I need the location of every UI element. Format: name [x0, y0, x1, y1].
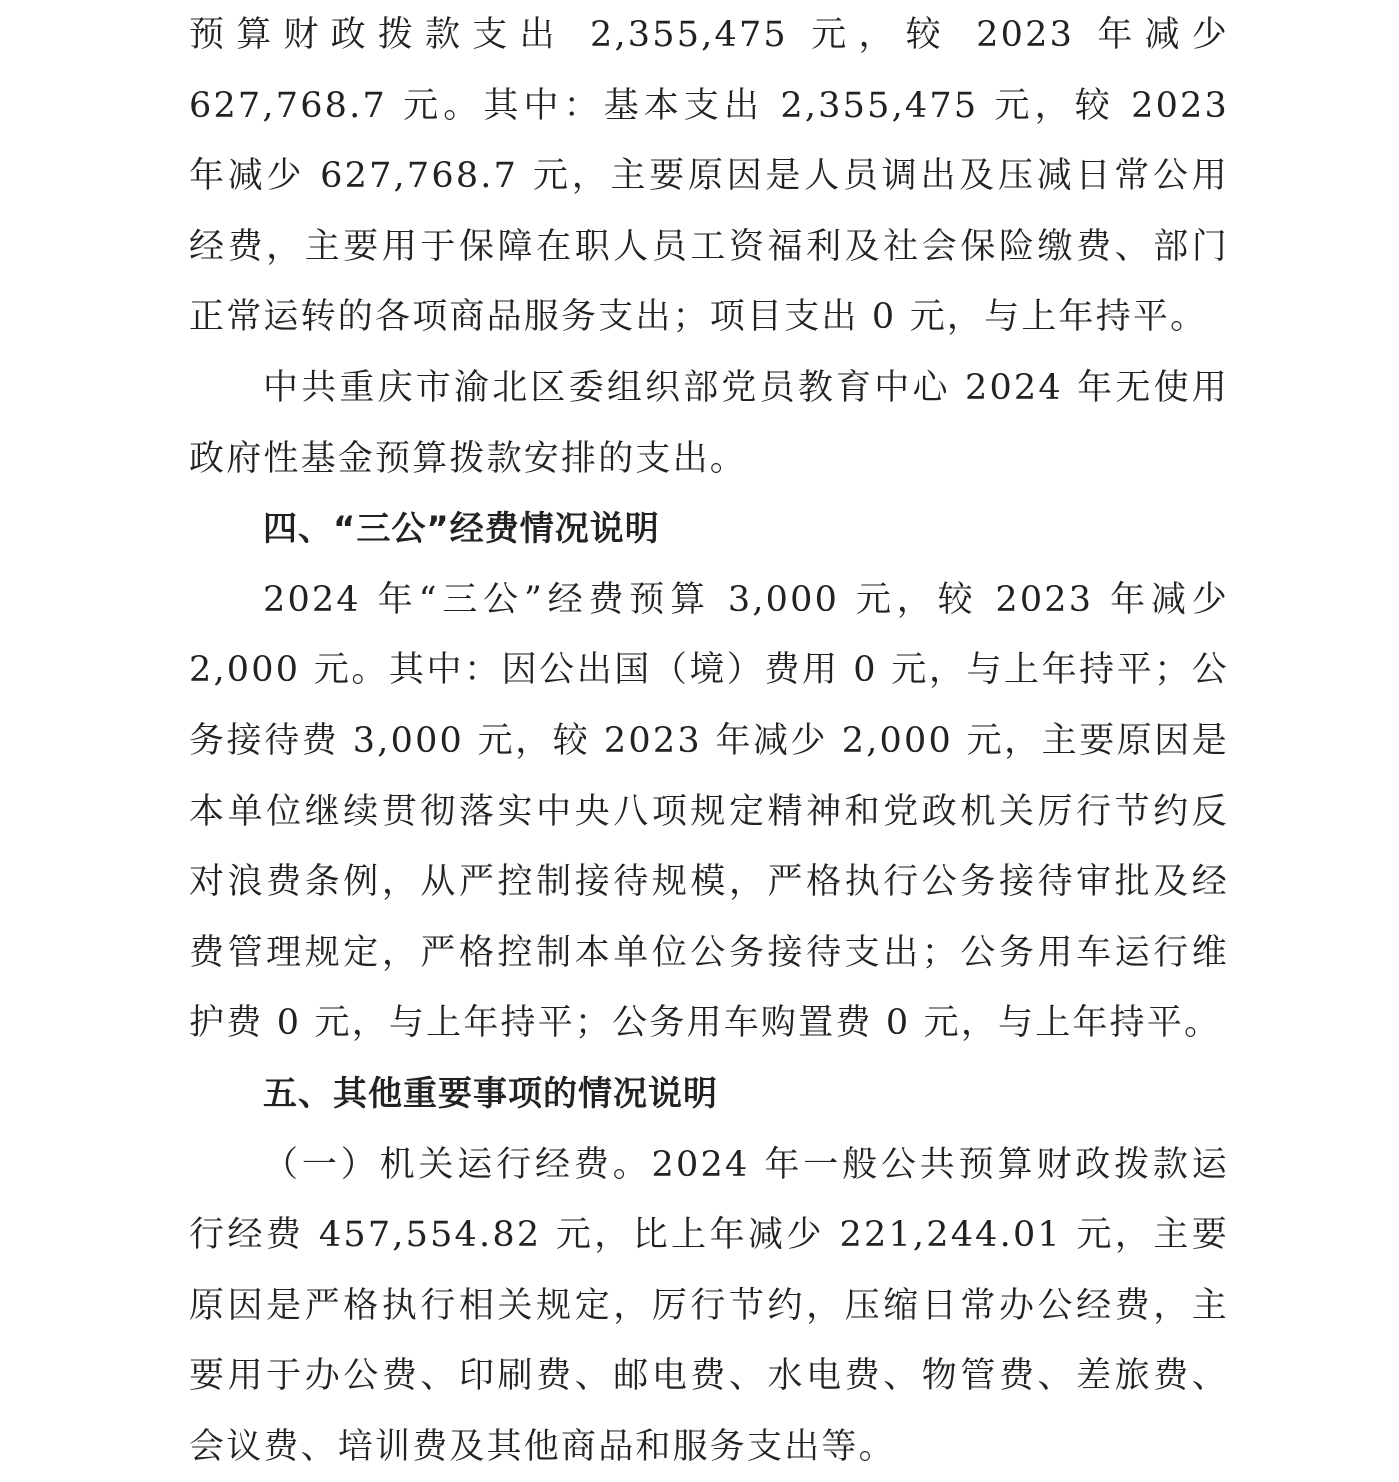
- document-page: [189, 0, 1229, 1482]
- paragraph-government-fund: 中共重庆市渝北区委组织部党员教育中心 2024 年无使用政府性基金预算拨款安排的支出。: [189, 353, 1229, 494]
- section-heading-other-matters: 五、其他重要事项的情况说明: [189, 1059, 1229, 1130]
- section-heading-three-public: 四、“三公”经费情况说明: [189, 494, 1229, 565]
- paragraph-operating-expenses: （一）机关运行经费。2024 年一般公共预算财政拨款运行经费 457,554.82 元，比上年减少 221,244.01 元，主要原因是严格执行相关规定，厉行节约，压缩日常办公经费，主要用于办公费、印刷费、邮电费、水电费、物管费、差旅费、会议费、培训费及其他商品和服务支出等。: [189, 1130, 1229, 1482]
- paragraph-three-public-budget: 2024 年“三公”经费预算 3,000 元，较 2023 年减少 2,000 元。其中：因公出国（境）费用 0 元，与上年持平；公务接待费 3,000 元，较 2023 年减少 2,000 元，主要原因是本单位继续贯彻落实中央八项规定精神和党政机关厉行节约反对浪费条例，从严控制接待规模，严格执行公务接待审批及经费管理规定，严格控制本单位公务接待支出；公务用车运行维护费 0 元，与上年持平；公务用车购置费 0 元，与上年持平。: [189, 565, 1229, 1059]
- paragraph-budget-expenditure: 预算财政拨款支出 2,355,475 元，较 2023 年减少 627,768.7 元。其中：基本支出 2,355,475 元，较 2023 年减少 627,768.7 元，主要原因是人员调出及压减日常公用经费，主要用于保障在职人员工资福利及社会保险缴费、部门正常运转的各项商品服务支出；项目支出 0 元，与上年持平。: [189, 0, 1229, 353]
